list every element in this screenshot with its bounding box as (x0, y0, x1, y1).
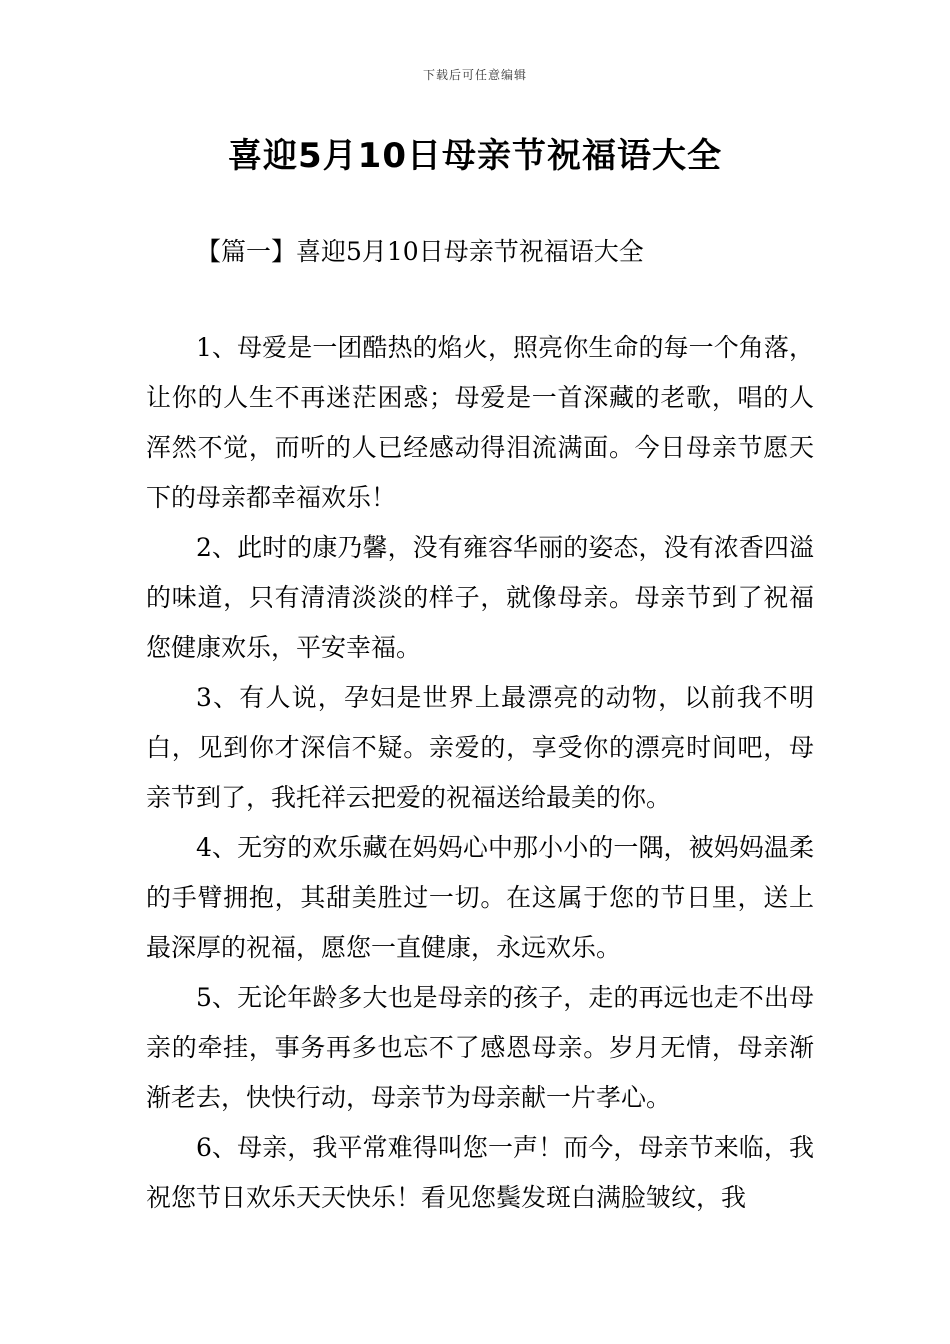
document-body (146, 323, 814, 1223)
paragraph-2: 2、此时的康乃馨，没有雍容华丽的姿态，没有浓香四溢的味道，只有清清淡淡的样子，就像母亲。母亲节到了祝福您健康欢乐，平安幸福。 (146, 533, 814, 662)
paragraph-6: 6、母亲，我平常难得叫您一声！而今，母亲节来临，我祝您节日欢乐天天快乐！看见您鬓发斑白满脸皱纹，我 (146, 1133, 814, 1212)
paragraph-5: 5、无论年龄多大也是母亲的孩子，走的再远也走不出母亲的牵挂，事务再多也忘不了感恩母亲。岁月无情，母亲渐渐老去，快快行动，母亲节为母亲献一片孝心。 (146, 983, 814, 1112)
section-heading: 【篇一】喜迎5月10日母亲节祝福语大全 (196, 237, 644, 266)
paragraph-1: 1、母爱是一团酷热的焰火，照亮你生命的每一个角落，让你的人生不再迷茫困惑；母爱是一首深藏的老歌，唱的人浑然不觉，而听的人已经感动得泪流满面。今日母亲节愿天下的母亲都幸福欢乐！ (146, 333, 814, 512)
paragraph-3: 3、有人说，孕妇是世界上最漂亮的动物，以前我不明白，见到你才深信不疑。亲爱的，享受你的漂亮时间吧，母亲节到了，我托祥云把爱的祝福送给最美的你。 (146, 683, 814, 812)
paragraph-4: 4、无穷的欢乐藏在妈妈心中那小小的一隅，被妈妈温柔的手臂拥抱，其甜美胜过一切。在这属于您的节日里，送上最深厚的祝福，愿您一直健康，永远欢乐。 (146, 833, 814, 962)
header-note: 下载后可任意编辑 (422, 68, 527, 82)
document-title: 喜迎5月10日母亲节祝福语大全 (228, 136, 722, 176)
